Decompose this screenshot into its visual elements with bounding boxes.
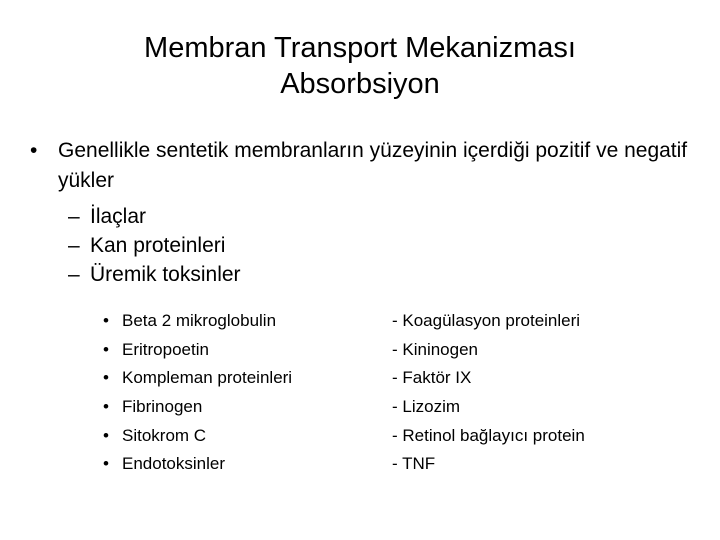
list-item: - Retinol bağlayıcı protein bbox=[392, 425, 585, 445]
main-bullet bbox=[30, 136, 700, 196]
list-item bbox=[103, 393, 363, 422]
sub-item-list bbox=[68, 202, 468, 289]
sub-item-kan-proteinleri bbox=[68, 231, 468, 260]
toxin-list-right bbox=[392, 307, 702, 479]
sub-item-ilaclar bbox=[68, 202, 468, 231]
bullet-marker: • bbox=[103, 368, 109, 388]
bullet-marker: • bbox=[103, 397, 109, 417]
bullet-marker: • bbox=[103, 311, 109, 330]
dash-marker: – bbox=[68, 205, 80, 228]
sub-item-label: İlaçlar bbox=[90, 205, 147, 228]
list-item: - Lizozim bbox=[392, 397, 461, 417]
bullet-marker: • bbox=[103, 339, 109, 359]
bullet-marker: • bbox=[103, 425, 109, 445]
bullet-marker: • bbox=[103, 454, 109, 474]
sub-item-uremik-toksinler bbox=[68, 260, 468, 289]
list-item-label: Sitokrom C bbox=[122, 425, 207, 445]
list-item-label: Eritropoetin bbox=[122, 339, 209, 359]
slide-title bbox=[0, 30, 720, 102]
list-item-label: Beta 2 mikroglobulin bbox=[122, 311, 277, 330]
dash-marker: – bbox=[68, 234, 80, 257]
list-item: - TNF bbox=[392, 454, 436, 474]
list-item: - Kininogen bbox=[392, 339, 479, 359]
list-item: - Faktör IX bbox=[392, 368, 472, 388]
title-line-1: Membran Transport Mekanizması bbox=[144, 32, 576, 64]
dash-marker: – bbox=[68, 263, 80, 286]
list-item bbox=[103, 307, 363, 336]
title-line-2: Absorbsiyon bbox=[280, 68, 440, 100]
list-item-label: Kompleman proteinleri bbox=[122, 368, 293, 388]
list-item-label: Fibrinogen bbox=[122, 397, 203, 417]
sub-item-label: Kan proteinleri bbox=[90, 234, 226, 257]
list-item bbox=[103, 422, 363, 451]
toxin-list-left bbox=[103, 307, 363, 479]
list-item bbox=[103, 364, 363, 393]
main-bullet-text: Genellikle sentetik membranların yüzeyinin içerdiği pozitif ve negatif yükler bbox=[58, 139, 688, 192]
list-item bbox=[103, 336, 363, 365]
list-item: - Koagülasyon proteinleri bbox=[392, 311, 581, 330]
bullet-marker: • bbox=[30, 139, 38, 162]
list-item bbox=[103, 450, 363, 479]
sub-item-label: Üremik toksinler bbox=[90, 263, 241, 286]
list-item-label: Endotoksinler bbox=[122, 454, 226, 474]
